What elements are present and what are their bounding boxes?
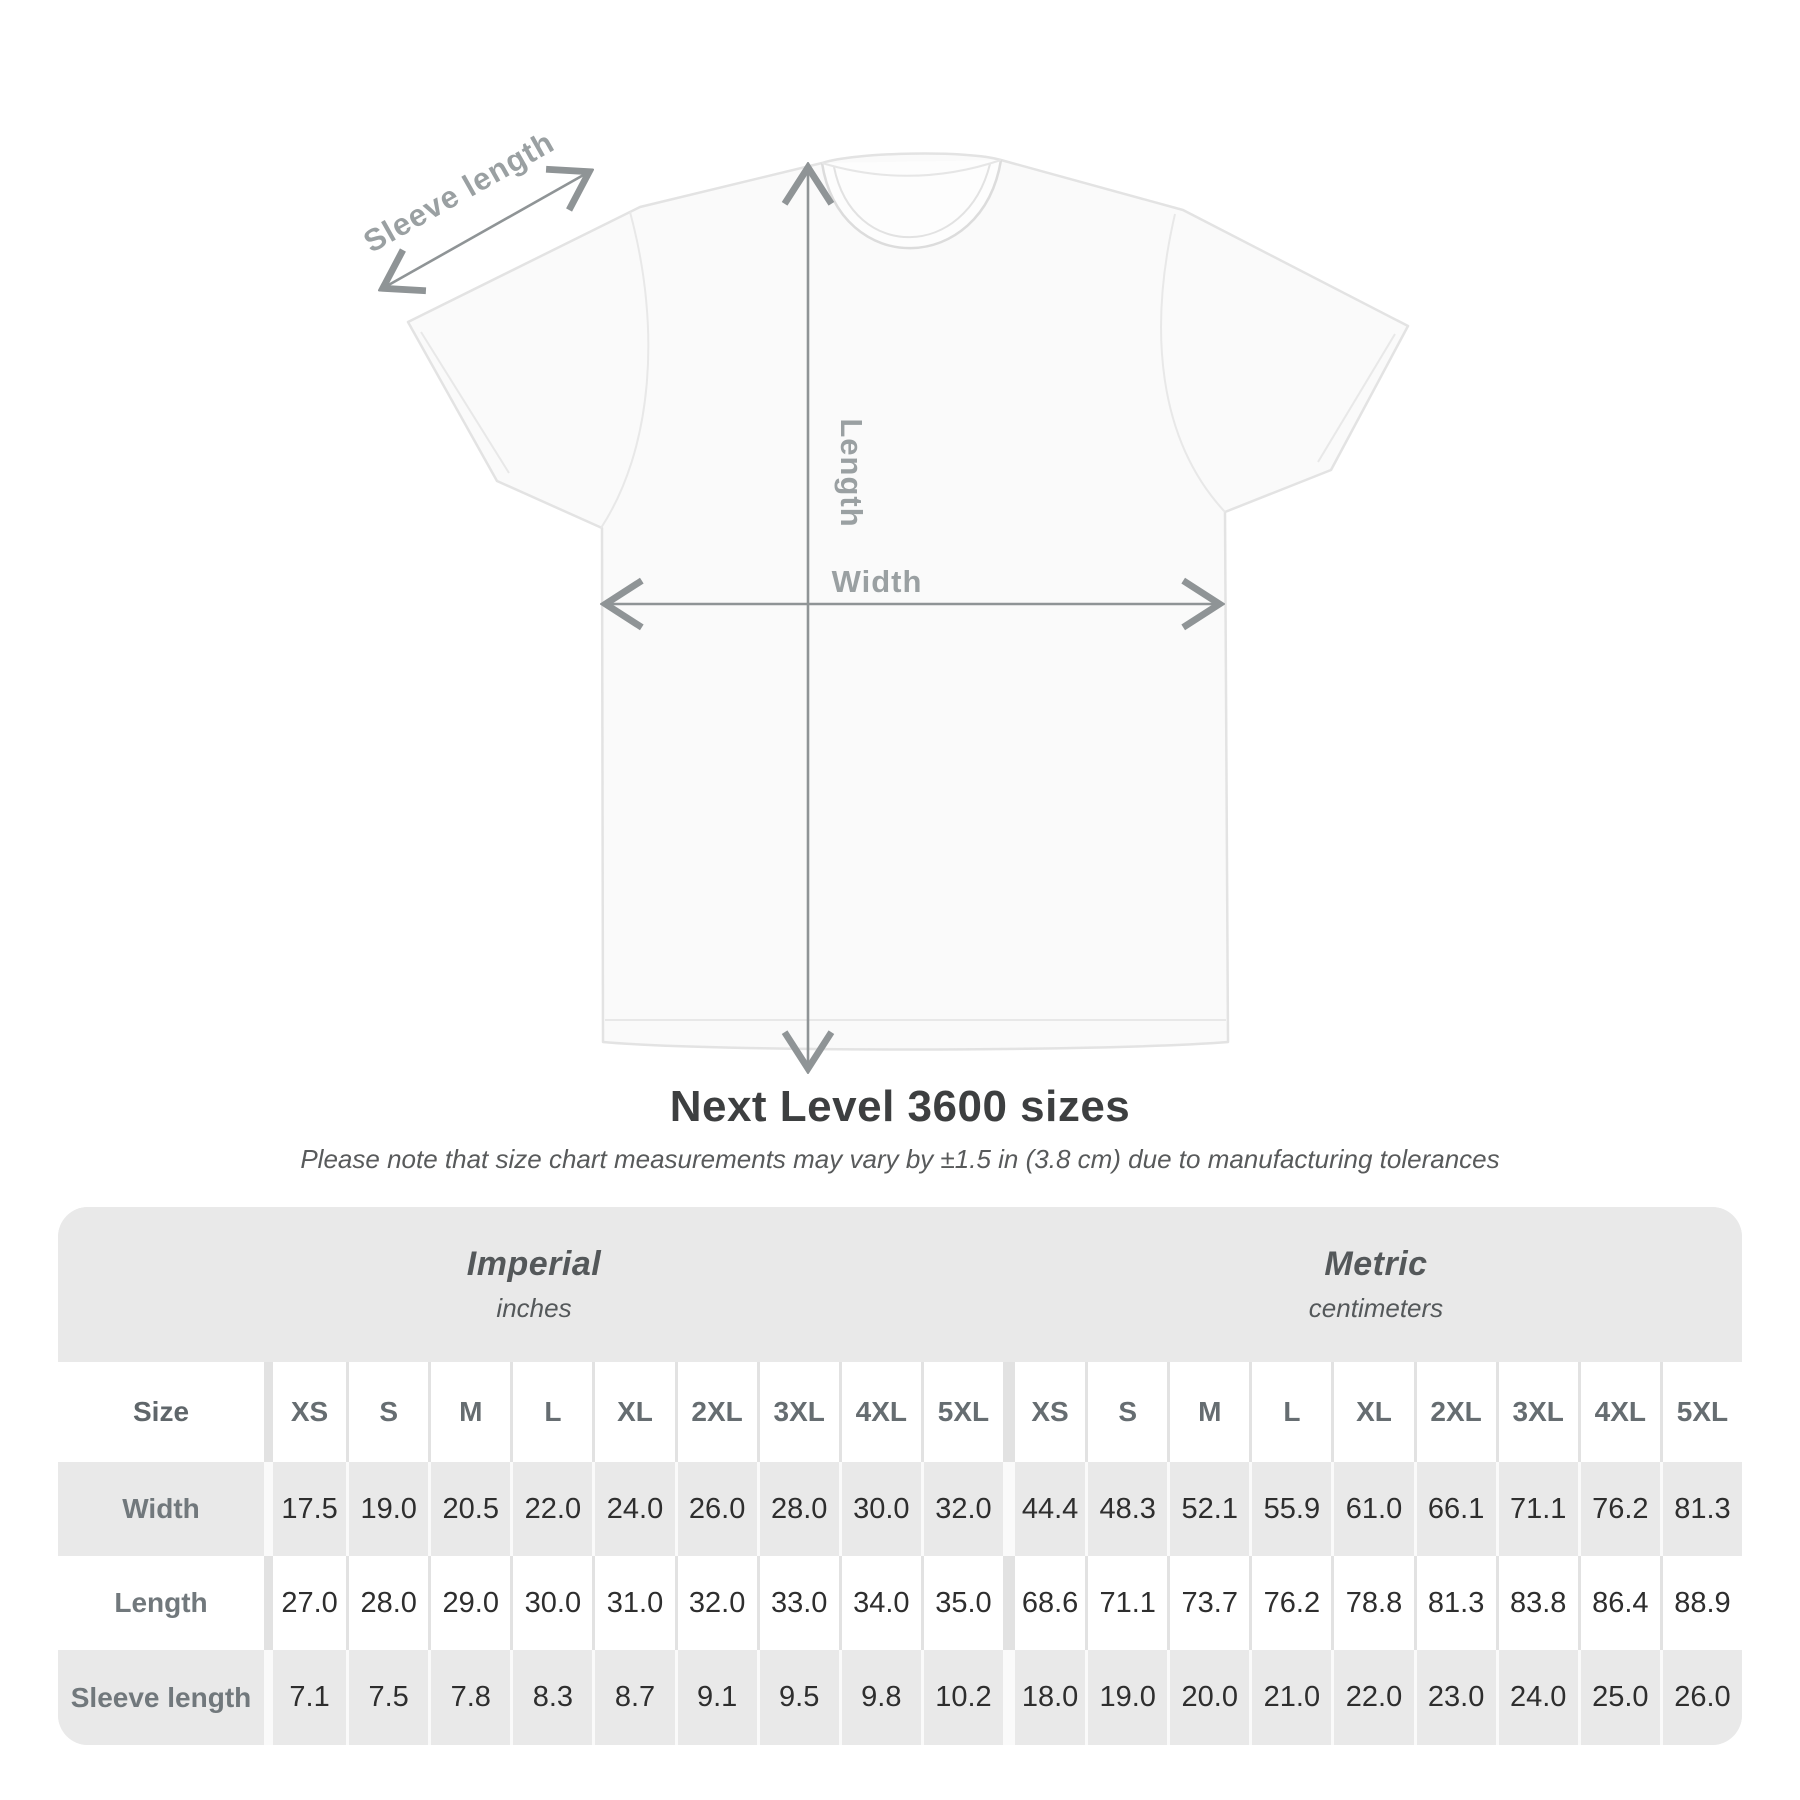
page-title: Next Level 3600 sizes bbox=[669, 1082, 1131, 1131]
table-cell: 29.0 bbox=[428, 1556, 510, 1650]
size-table bbox=[58, 1207, 1742, 1745]
table-cell: 19.0 bbox=[346, 1462, 428, 1556]
table-cell: 26.0 bbox=[1660, 1650, 1742, 1745]
table-cell: 44.4 bbox=[1003, 1462, 1085, 1556]
table-cell: 24.0 bbox=[1496, 1650, 1578, 1745]
table-cell: 71.1 bbox=[1496, 1462, 1578, 1556]
table-cell: 18.0 bbox=[1003, 1650, 1085, 1745]
table-cell: 7.8 bbox=[428, 1650, 510, 1745]
size-col-header: S bbox=[1085, 1362, 1167, 1462]
table-cell: 9.1 bbox=[675, 1650, 757, 1745]
metric-label: Metric bbox=[1324, 1245, 1428, 1283]
table-cell: 9.8 bbox=[839, 1650, 921, 1745]
unit-header-row bbox=[58, 1207, 1742, 1362]
imperial-label: Imperial bbox=[466, 1245, 602, 1283]
size-col-header: 5XL bbox=[1660, 1362, 1742, 1462]
size-col-header: L bbox=[510, 1362, 592, 1462]
size-col-header: XS bbox=[264, 1362, 346, 1462]
tolerance-note: Please note that size chart measurements may vary by ±1.5 in (3.8 cm) due to manufacturing tolerances bbox=[300, 1144, 1500, 1174]
table-cell: 20.0 bbox=[1167, 1650, 1249, 1745]
table-cell: 7.1 bbox=[264, 1650, 346, 1745]
table-cell: 71.1 bbox=[1085, 1556, 1167, 1650]
centimeters-label: centimeters bbox=[1308, 1293, 1444, 1323]
table-cell: 35.0 bbox=[921, 1556, 1003, 1650]
size-col-header: XS bbox=[1003, 1362, 1085, 1462]
table-cell: 61.0 bbox=[1331, 1462, 1413, 1556]
tshirt-shape bbox=[408, 154, 1408, 1050]
table-cell: 73.7 bbox=[1167, 1556, 1249, 1650]
size-col-header: L bbox=[1249, 1362, 1331, 1462]
table-cell: 81.3 bbox=[1414, 1556, 1496, 1650]
length-label: Length bbox=[834, 418, 869, 528]
table-cell: 86.4 bbox=[1578, 1556, 1660, 1650]
table-cell: 76.2 bbox=[1249, 1556, 1331, 1650]
unit-group-metric bbox=[1010, 1207, 1742, 1362]
title-block bbox=[0, 1082, 1800, 1175]
table-cell: 55.9 bbox=[1249, 1462, 1331, 1556]
table-cell: 30.0 bbox=[839, 1462, 921, 1556]
width-label: Width bbox=[831, 564, 923, 599]
size-col-header: 2XL bbox=[675, 1362, 757, 1462]
table-body bbox=[58, 1362, 1742, 1745]
table-cell: 83.8 bbox=[1496, 1556, 1578, 1650]
table-cell: 68.6 bbox=[1003, 1556, 1085, 1650]
table-row bbox=[58, 1462, 1742, 1556]
sleeve-length-label: Sleeve length bbox=[357, 124, 561, 260]
table-row bbox=[58, 1650, 1742, 1745]
size-col-header: 4XL bbox=[839, 1362, 921, 1462]
size-row-label: Size bbox=[132, 1396, 190, 1427]
table-cell: 23.0 bbox=[1414, 1650, 1496, 1745]
table-cell: 9.5 bbox=[757, 1650, 839, 1745]
table-cell: 27.0 bbox=[264, 1556, 346, 1650]
table-cell: 34.0 bbox=[839, 1556, 921, 1650]
size-col-header: S bbox=[346, 1362, 428, 1462]
table-cell: 66.1 bbox=[1414, 1462, 1496, 1556]
table-cell: 7.5 bbox=[346, 1650, 428, 1745]
table-cell: 32.0 bbox=[675, 1556, 757, 1650]
size-col-header: 5XL bbox=[921, 1362, 1003, 1462]
table-cell: 31.0 bbox=[592, 1556, 674, 1650]
size-col-header: XL bbox=[1331, 1362, 1413, 1462]
table-cell: 8.3 bbox=[510, 1650, 592, 1745]
table-cell: 20.5 bbox=[428, 1462, 510, 1556]
table-cell: 22.0 bbox=[1331, 1650, 1413, 1745]
table-cell: 76.2 bbox=[1578, 1462, 1660, 1556]
table-cell: 24.0 bbox=[592, 1462, 674, 1556]
table-cell: 30.0 bbox=[510, 1556, 592, 1650]
table-row bbox=[58, 1556, 1742, 1650]
table-cell: 22.0 bbox=[510, 1462, 592, 1556]
table-row bbox=[58, 1362, 1742, 1462]
table-cell: 17.5 bbox=[264, 1462, 346, 1556]
table-cell: 21.0 bbox=[1249, 1650, 1331, 1745]
table-cell: 48.3 bbox=[1085, 1462, 1167, 1556]
table-cell: 52.1 bbox=[1167, 1462, 1249, 1556]
size-col-header: 3XL bbox=[757, 1362, 839, 1462]
size-col-header: M bbox=[1167, 1362, 1249, 1462]
unit-group-imperial bbox=[58, 1207, 1010, 1362]
inches-label: inches bbox=[496, 1293, 572, 1323]
table-cell: 33.0 bbox=[757, 1556, 839, 1650]
measure-row-label: Width bbox=[122, 1493, 200, 1524]
size-col-header: 2XL bbox=[1414, 1362, 1496, 1462]
table-cell: 28.0 bbox=[346, 1556, 428, 1650]
table-cell: 88.9 bbox=[1660, 1556, 1742, 1650]
measure-row-label: Length bbox=[114, 1587, 208, 1618]
table-cell: 8.7 bbox=[592, 1650, 674, 1745]
table-cell: 25.0 bbox=[1578, 1650, 1660, 1745]
size-col-header: 3XL bbox=[1496, 1362, 1578, 1462]
table-cell: 19.0 bbox=[1085, 1650, 1167, 1745]
table-cell: 81.3 bbox=[1660, 1462, 1742, 1556]
size-col-header: M bbox=[428, 1362, 510, 1462]
table-cell: 28.0 bbox=[757, 1462, 839, 1556]
measure-row-label: Sleeve length bbox=[70, 1681, 252, 1713]
size-col-header: 4XL bbox=[1578, 1362, 1660, 1462]
table-cell: 26.0 bbox=[675, 1462, 757, 1556]
table-cell: 10.2 bbox=[921, 1650, 1003, 1745]
table-cell: 78.8 bbox=[1331, 1556, 1413, 1650]
table-cell: 32.0 bbox=[921, 1462, 1003, 1556]
size-col-header: XL bbox=[592, 1362, 674, 1462]
